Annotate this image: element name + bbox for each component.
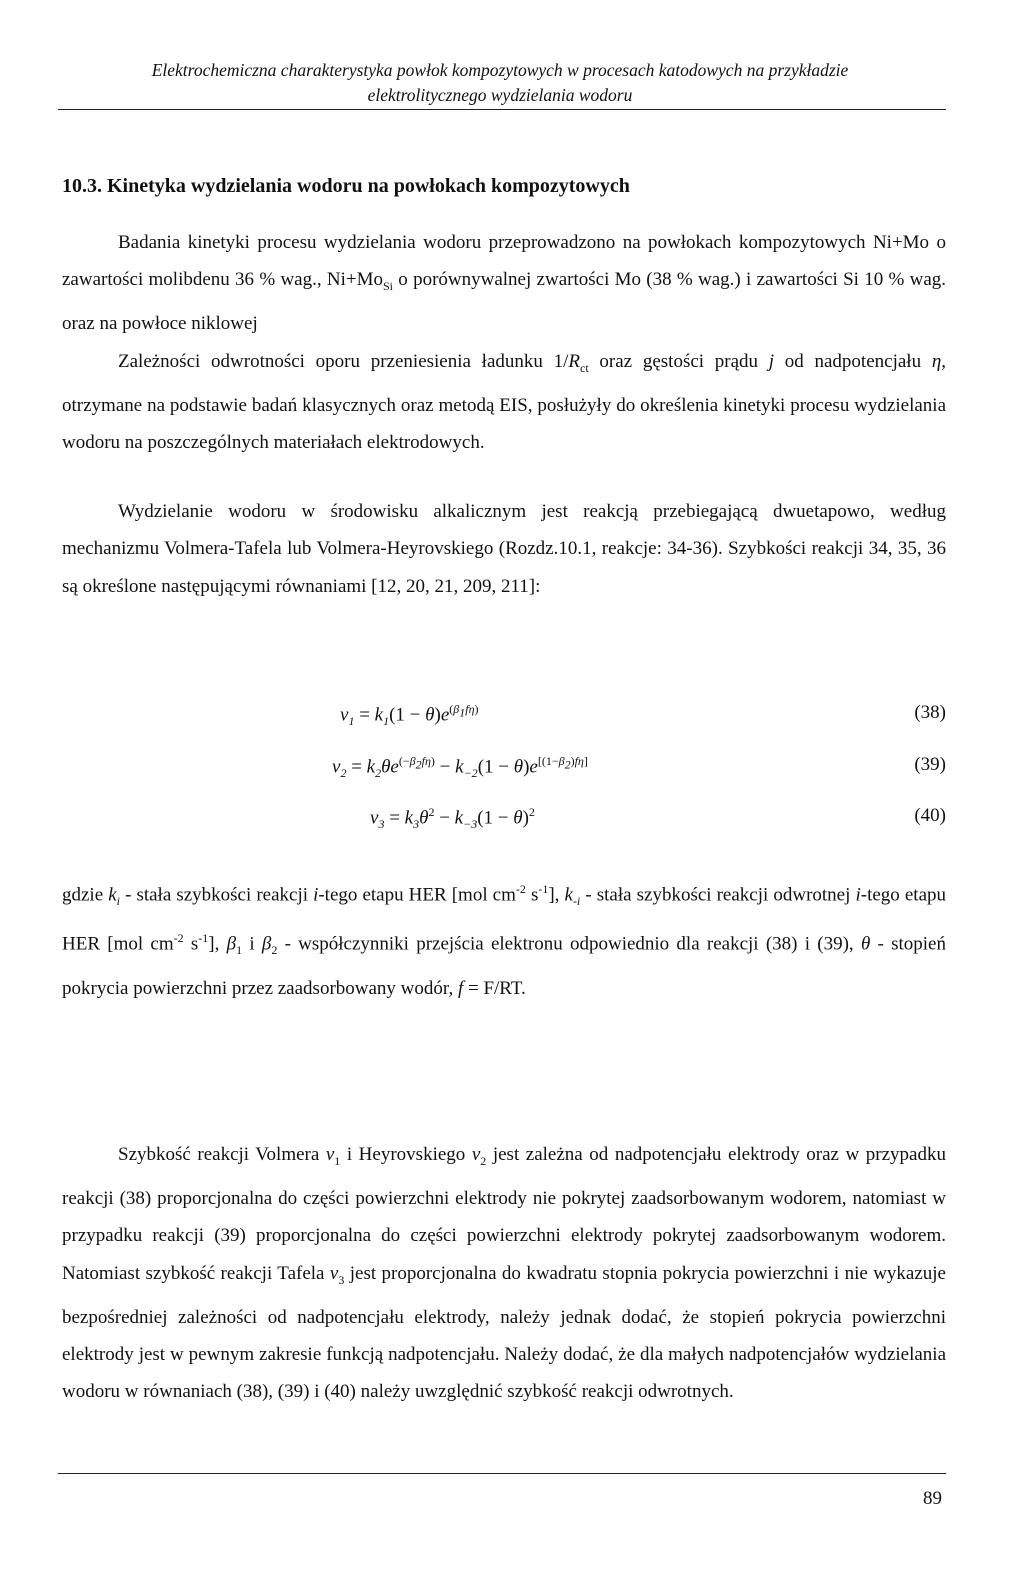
final-paragraph (62, 1136, 946, 1411)
page-number: 89 (923, 1488, 942, 1509)
equation-38 (62, 702, 946, 742)
equation-40-number: (40) (914, 805, 946, 826)
running-header-line1: Elektrochemiczna charakterystyka powłok kompozytowych w procesach katodowych na przykładzie (151, 60, 849, 80)
equation-39 (62, 754, 946, 794)
paragraph-1-text: Badania kinetyki procesu wydzielania wodoru przeprowadzono na powłokach kompozytowych Ni+Mo o zawartości molibdenu 36 % wag., $Ni+Mo_{Si}$ o porównywalnej zwartości Mo (38 % wag.) i zawartości Si 10 % wag. oraz na powłoce niklowej (62, 232, 946, 335)
equation-39-number: (39) (914, 754, 946, 775)
equation-39-formula: $v_2 = k_2\theta e^{(-\beta_2f\eta)} - k_{-2}(1 - \theta)e[(1-\beta 2)f\eta]$ (332, 754, 588, 781)
equation-38-formula: $v_1 = k_1(1 - \theta)e^{(\beta_1f\eta)}$ (340, 702, 479, 729)
paragraph-2-text: Zależności odwrotności oporu przeniesienia ładunku $1/R_{ct}$ oraz gęstości prądu j od nadpotencjału η, otrzymane na podstawie badań klasycznych oraz metodą EIS, posłużyły do określenia kinetyki procesu wydzielania wodoru na poszczególnych materiałach elektrodowych. (62, 350, 946, 454)
header-rule (58, 109, 946, 110)
running-header-line2: elektrolitycznego wydzielania wodoru (367, 85, 633, 105)
equation-38-number: (38) (914, 702, 946, 723)
section-heading: 10.3. Kinetyka wydzielania wodoru na powłokach kompozytowych (62, 175, 630, 197)
final-paragraph-text: Szybkość reakcji Volmera $v_1$ i Heyrovskiego $v_2$ jest zależna od nadpotencjału elektrody oraz w przypadku reakcji (38) proporcjonalna do części powierzchni elektrody nie pokrytej zaadsorbowanym wodorem, natomiast w przypadku reakcji (39) proporcjonalna do części powierzchni elektrody pokrytej zaadsorbowanym wodorem. Natomiast szybkość reakcji Tafela $v_3$ jest proporcjonalna do kwadratu stopnia pokrycia powierzchni i nie wykazuje bezpośredniej zależności od nadpotencjału elektrody, należy jednak dodać, że stopień pokrycia powierzchni elektrody jest w pewnym zakresie funkcją nadpotencjału. Należy dodać, że dla małych nadpotencjałów wydzielania wodoru w równaniach (38), (39) i (40) należy uwzględnić szybkość reakcji odwrotnych. (62, 1144, 946, 1403)
paragraph-1 (62, 224, 946, 461)
footer-rule (58, 1473, 946, 1474)
definitions-text: gdzie $k_i$ - stała szybkości reakcji i-tego etapu HER [mol $cm^{-2}$ $s^{-1}$], $k_{-i}$ - stała szybkości reakcji odwrotnej i-tego etapu HER [mol $cm^{-2}$ $s^{-1}$], $\beta_1$ i $\beta_2$ - współczynniki przejścia elektronu odpowiednio dla reakcji (38) i (39), θ - stopień pokrycia powierzchni przez zaadsorbowany wodór, f = F/RT. (62, 882, 946, 999)
paragraph-3 (62, 493, 946, 605)
paragraph-3-text: Wydzielanie wodoru w środowisku alkalicznym jest reakcją przebiegającą dwuetapowo, według mechanizmu Volmera-Tafela lub Volmera-Heyrovskiego (Rozdz.10.1, reakcje: 34-36). Szybkości reakcji 34, 35, 36 są określone następującymi równaniami [12, 20, 21, 209, 211]: (62, 501, 946, 597)
definitions-paragraph (62, 871, 946, 1007)
equation-40-formula: $v_3 = k_3\theta^2 - k_{-3}(1 - \theta)^2$ (370, 805, 535, 832)
equation-40 (62, 805, 946, 845)
running-header (56, 58, 944, 108)
